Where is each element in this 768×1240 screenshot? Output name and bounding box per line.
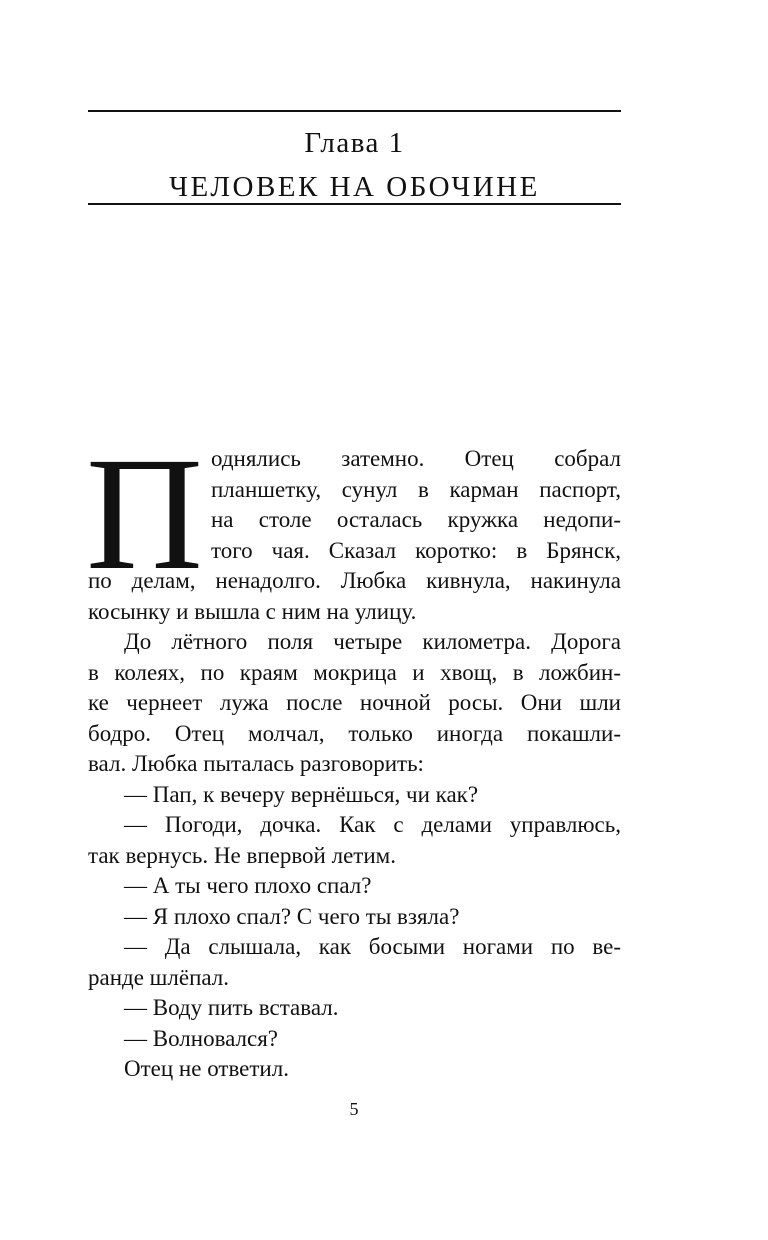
text-line: в колеях, по краям мокрица и хвощ, в ложбин- bbox=[88, 660, 621, 685]
text-line: так вернусь. Не впервой летим. bbox=[88, 843, 396, 868]
text-line: ке чернеет лужа после ночной росы. Они шли bbox=[88, 690, 621, 715]
text-line: косынку и вышла с ним на улицу. bbox=[88, 599, 417, 624]
chapter-number: Глава 1 bbox=[304, 127, 405, 159]
text-line: — Воду пить вставал. bbox=[124, 995, 339, 1020]
text-line: — Погоди, дочка. Как с делами управлюсь, bbox=[124, 812, 621, 837]
text-line: ранде шлёпал. bbox=[88, 965, 230, 990]
text-line: Отец не ответил. bbox=[124, 1056, 289, 1081]
page-number: 5 bbox=[349, 1099, 359, 1119]
text-line: на столе осталась кружка недопи- bbox=[211, 507, 621, 532]
chapter-header bbox=[88, 110, 621, 205]
text-line: бодро. Отец молчал, только иногда покашли- bbox=[88, 721, 621, 746]
text-line: — Да слышала, как босыми ногами по ве- bbox=[124, 934, 621, 959]
text-line: — Волновался? bbox=[124, 1026, 279, 1051]
text-line: — Пап, к вечеру вернёшься, чи как? bbox=[124, 782, 479, 807]
text-line: До лётного поля четыре километра. Дорога bbox=[124, 629, 621, 654]
text-line: — А ты чего плохо спал? bbox=[124, 873, 372, 898]
drop-cap: П bbox=[86, 425, 203, 604]
text-line: того чая. Сказал коротко: в Брянск, bbox=[211, 538, 621, 563]
text-line: планшетку, сунул в карман паспорт, bbox=[211, 477, 621, 502]
chapter-title: ЧЕЛОВЕК НА ОБОЧИНЕ bbox=[169, 171, 540, 203]
text-line: однялись затемно. Отец собрал bbox=[211, 446, 621, 471]
text-line: вал. Любка пыталась разговорить: bbox=[88, 751, 424, 776]
text-line: — Я плохо спал? С чего ты взяла? bbox=[124, 904, 460, 929]
text-line: по делам, ненадолго. Любка кивнула, накинула bbox=[88, 568, 621, 593]
